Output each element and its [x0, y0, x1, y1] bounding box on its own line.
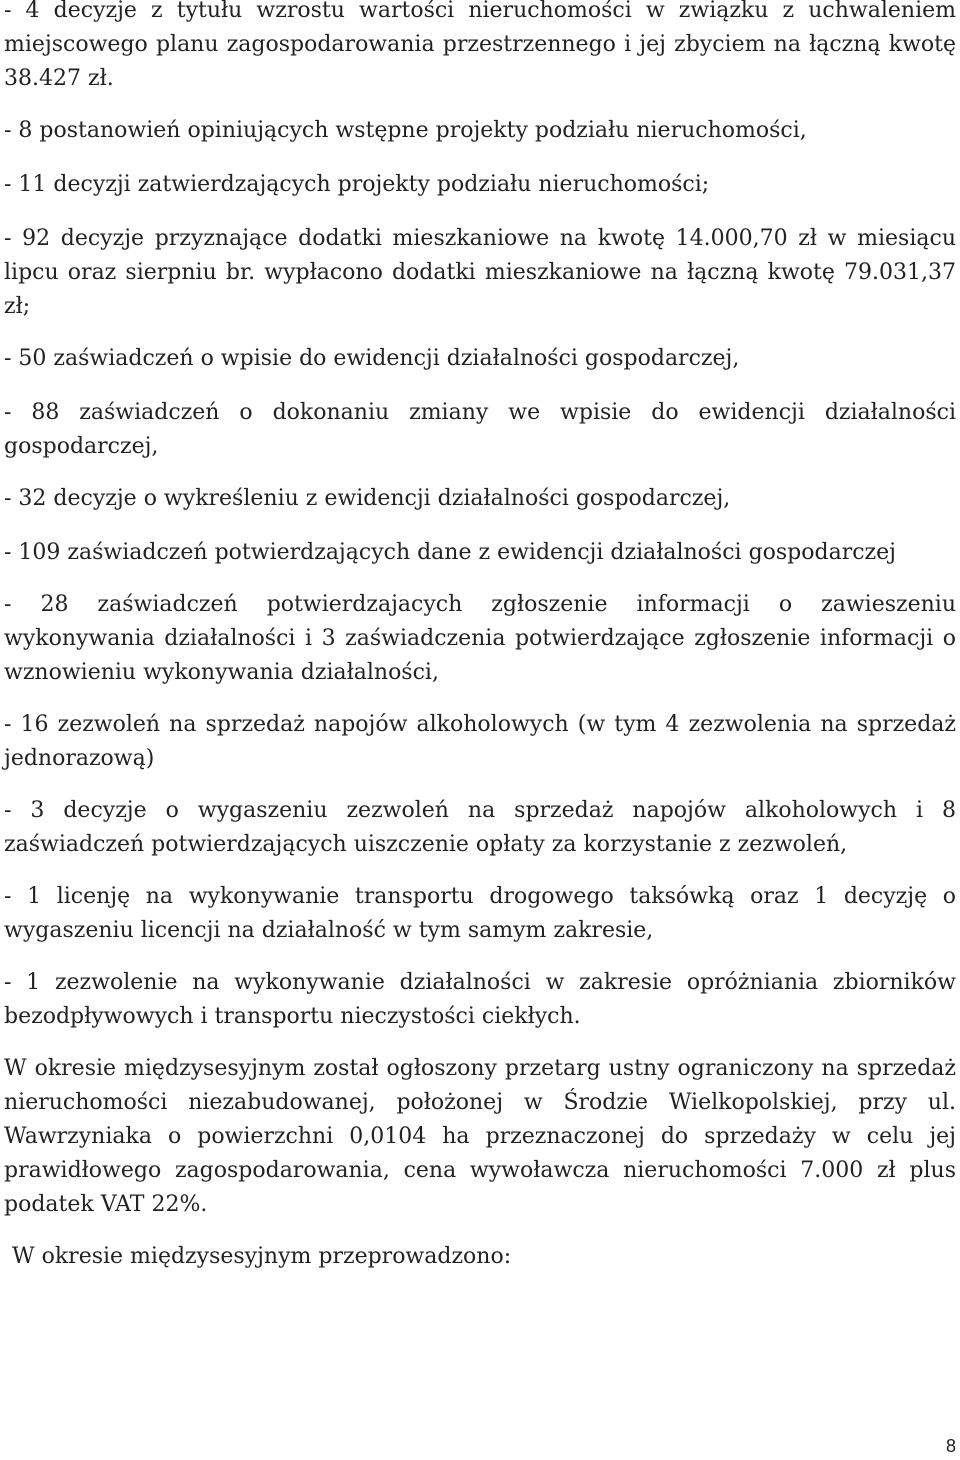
paragraph-housing-allowances: - 92 decyzje przyznające dodatki mieszkaniowe na kwotę 14.000,70 zł w miesiącu lipcu oraz sierpniu br. wypłacono dodatki mieszkaniowe na łączną kwotę 79.031,37 zł; [4, 226, 956, 319]
paragraph-alcohol-permits: - 16 zezwoleń na sprzedaż napojów alkoholowych (w tym 4 zezwolenia na sprzedaż jednorazową) [4, 712, 956, 771]
paragraph-alcohol-permit-expiry: - 3 decyzje o wygaszeniu zezwoleń na sprzedaż napojów alkoholowych i 8 zaświadczeń potwierdzających uiszczenie opłaty za korzystanie z zezwoleń, [4, 798, 956, 857]
paragraph-business-registry-removals: - 32 decyzje o wykreśleniu z ewidencji działalności gospodarczej, [4, 486, 731, 511]
paragraph-business-registry-entries: - 50 zaświadczeń o wpisie do ewidencji działalności gospodarczej, [4, 346, 740, 371]
paragraph-business-registry-confirmations: - 109 zaświadczeń potwierdzających dane z ewidencji działalności gospodarczej [4, 540, 896, 565]
paragraph-division-opinions: - 8 postanowień opiniujących wstępne projekty podziału nieruchomości, [4, 118, 807, 143]
paragraph-conducted-intro: W okresie międzysesyjnym przeprowadzono: [12, 1244, 512, 1269]
paragraph-septic-permit: - 1 zezwolenie na wykonywanie działalności w zakresie opróżniania zbiorników bezodpływowych i transportu nieczystości ciekłych. [4, 970, 956, 1029]
paragraph-business-registry-changes: - 88 zaświadczeń o dokonaniu zmiany we wpisie do ewidencji działalności gospodarczej, [4, 400, 956, 459]
paragraph-division-approvals: - 11 decyzji zatwierdzających projekty podziału nieruchomości; [4, 172, 710, 197]
paragraph-taxi-licence: - 1 licenję na wykonywanie transportu drogowego taksówką oraz 1 decyzję o wygaszeniu licencji na działalność w tym samym zakresie, [4, 884, 956, 943]
paragraph-property-value-decisions: - 4 decyzje z tytułu wzrostu wartości nieruchomości w związku z uchwaleniem miejscowego planu zagospodarowania przestrzennego i jej zbyciem na łączną kwotę 38.427 zł. [4, 0, 956, 91]
document-body [4, 0, 956, 1294]
paragraph-business-suspension: - 28 zaświadczeń potwierdzajacych zgłoszenie informacji o zawieszeniu wykonywania działalności i 3 zaświadczenia potwierdzające zgłoszenie informacji o wznowieniu wykonywania działalności, [4, 592, 956, 685]
page-number: 8 [945, 1436, 956, 1456]
paragraph-property-tender: W okresie międzysesyjnym został ogłoszony przetarg ustny ograniczony na sprzedaż nieruchomości niezabudowanej, położonej w Środzie Wielkopolskiej, przy ul. Wawrzyniaka o powierzchni 0,0104 ha przeznaczonej do sprzedaży w celu jej prawidłowego zagospodarowania, cena wywoławcza nieruchomości 7.000 zł plus podatek VAT 22%. [4, 1056, 956, 1217]
